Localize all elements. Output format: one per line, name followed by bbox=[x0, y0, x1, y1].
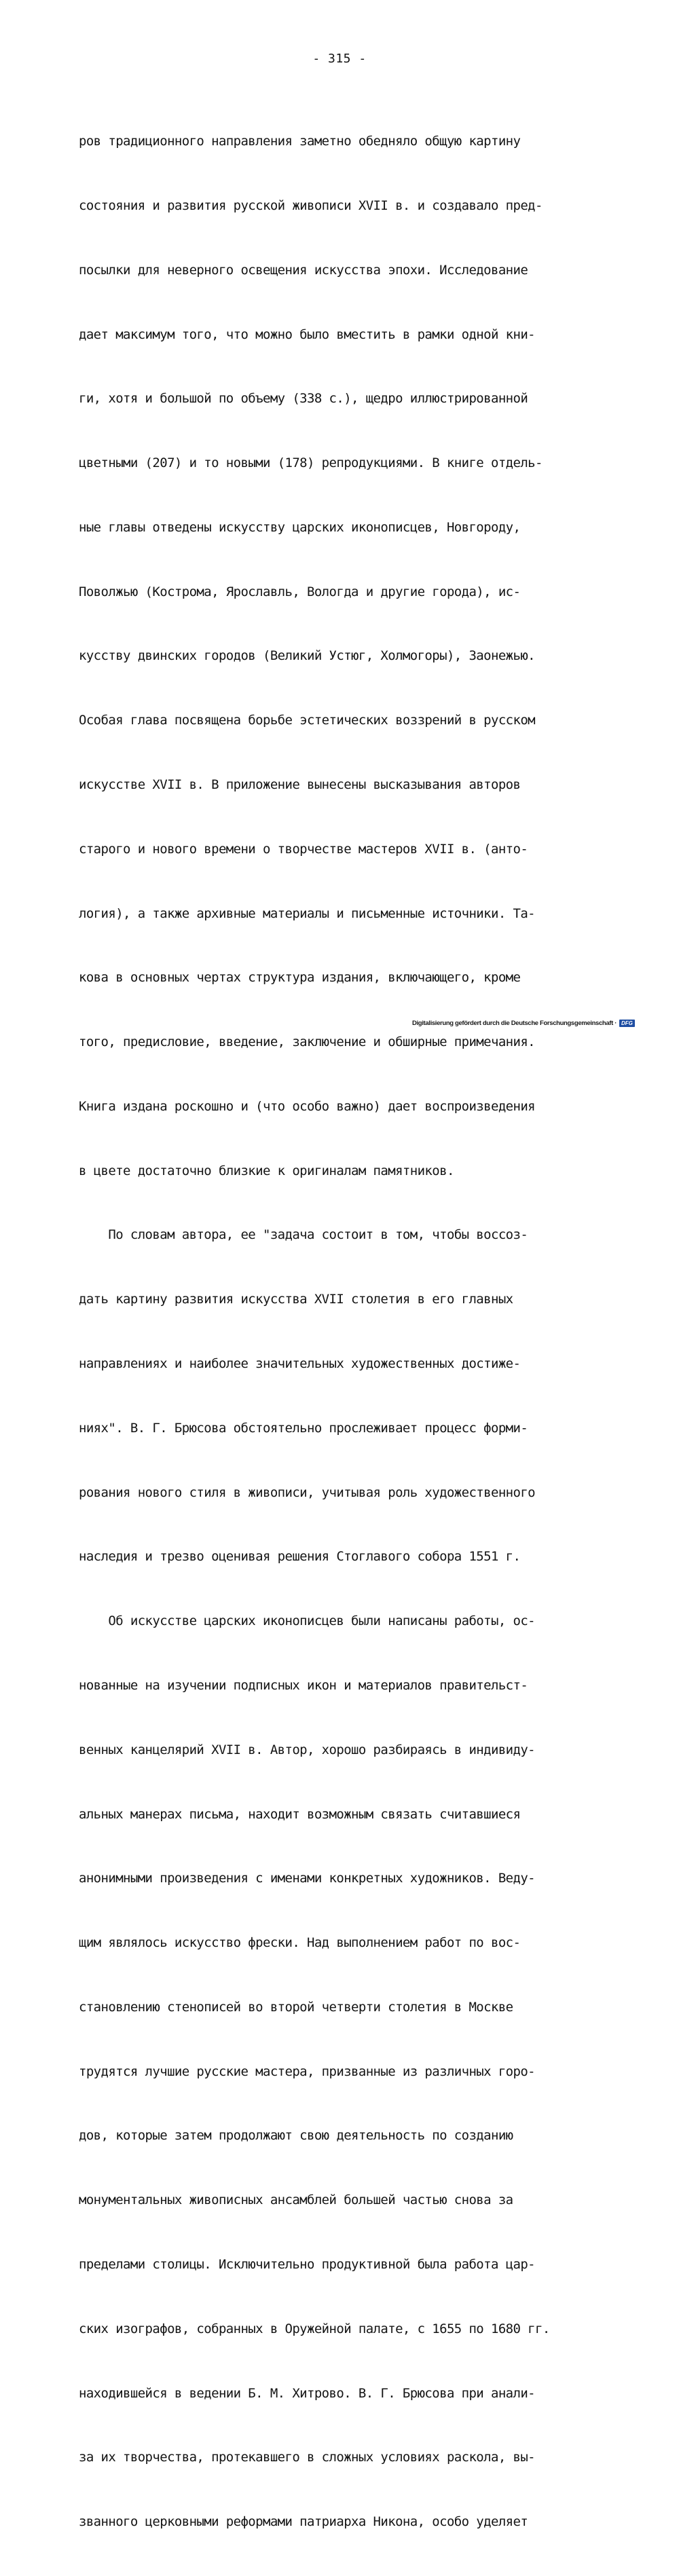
text-line: логия), а также архивные материалы и письменные источники. Та- bbox=[79, 906, 536, 921]
text-line: находившейся в ведении Б. М. Хитрово. В. Г. Брюсова при анали- bbox=[79, 2385, 536, 2401]
text-line: альных манерах письма, находит возможным связать считавшиеся bbox=[79, 1806, 521, 1822]
text-line: Особая глава посвящена борьбе эстетических воззрений в русском bbox=[79, 713, 536, 728]
text-line: нованные на изучении подписных икон и материалов правительст- bbox=[79, 1677, 528, 1693]
text-line: состояния и развития русской живописи XVII в. и создавало пред- bbox=[79, 198, 543, 213]
digitization-footer bbox=[412, 1018, 635, 1028]
text-line: становлению стенописей во второй четверти столетия в Москве bbox=[79, 1999, 513, 2015]
text-line: Книга издана роскошно и (что особо важно) дает воспроизведения bbox=[79, 1098, 536, 1114]
text-line: Об искусстве царских иконописцев были написаны работы, ос- bbox=[79, 1613, 536, 1629]
text-line: ских изографов, собранных в Оружейной палате, с 1655 по 1680 гг. bbox=[79, 2321, 550, 2336]
funding-notice: Digitalisierung gefördert durch die Deutsche Forschungsgemeinschaft · bbox=[412, 1019, 617, 1027]
text-line: направлениях и наиболее значительных художественных достиже- bbox=[79, 1356, 521, 1372]
text-line: кова в основных чертах структура издания, включающего, кроме bbox=[79, 970, 521, 986]
text-line: дать картину развития искусства XVII столетия в его главных bbox=[79, 1292, 513, 1307]
text-line: венных канцелярий XVII в. Автор, хорошо разбираясь в индивиду- bbox=[79, 1742, 536, 1757]
text-line: По словам автора, ее "задача состоит в том, чтобы воссоз- bbox=[79, 1227, 528, 1243]
body-text bbox=[79, 88, 550, 2576]
text-line: ров традиционного направления заметно обедняло общую картину bbox=[79, 134, 521, 149]
text-line: щим являлось искусство фрески. Над выполнением работ по вос- bbox=[79, 1935, 521, 1951]
text-line: цветными (207) и то новыми (178) репродукциями. В книге отдель- bbox=[79, 455, 543, 471]
text-line: дов, которые затем продолжают свою деятельность по созданию bbox=[79, 2128, 513, 2144]
text-line: дает максимум того, что можно было вместить в рамки одной кни- bbox=[79, 326, 536, 342]
text-line: трудятся лучшие русские мастера, призванные из различных горо- bbox=[79, 2064, 536, 2079]
text-line: рования нового стиля в живописи, учитывая роль художественного bbox=[79, 1485, 536, 1500]
page-number: - 315 - bbox=[312, 52, 367, 66]
text-line: искусстве XVII в. В приложение вынесены высказывания авторов bbox=[79, 777, 521, 792]
text-line: того, предисловие, введение, заключение и обширные примечания. bbox=[79, 1034, 536, 1050]
text-line: пределами столицы. Исключительно продуктивной была работа цар- bbox=[79, 2256, 536, 2272]
text-line: за их творчества, протекавшего в сложных условиях раскола, вы- bbox=[79, 2450, 536, 2465]
text-line: старого и нового времени о творчестве мастеров XVII в. (анто- bbox=[79, 841, 528, 857]
text-line: ги, хотя и большой по объему (338 с.), щедро иллюстрированной bbox=[79, 391, 528, 407]
dfg-logo: DFG bbox=[619, 1020, 635, 1027]
text-line: анонимными произведения с именами конкретных художников. Веду- bbox=[79, 1871, 536, 1886]
text-line: монументальных живописных ансамблей большей частью снова за bbox=[79, 2192, 513, 2208]
text-line: Поволжью (Кострома, Ярославль, Вологда и другие города), ис- bbox=[79, 584, 521, 599]
text-line: в цвете достаточно близкие к оригиналам памятников. bbox=[79, 1163, 454, 1178]
text-line: посылки для неверного освещения искусства эпохи. Исследование bbox=[79, 262, 528, 278]
text-line: ные главы отведены искусству царских иконописцев, Новгороду, bbox=[79, 519, 521, 535]
text-line: наследия и трезво оценивая решения Стоглавого собора 1551 г. bbox=[79, 1549, 521, 1565]
text-line: кусству двинских городов (Великий Устюг, Холмогоры), Заонежью. bbox=[79, 648, 536, 664]
text-line: званного церковными реформами патриарха Никона, особо уделяет bbox=[79, 2514, 528, 2530]
text-line: ниях". В. Г. Брюсова обстоятельно прослеживает процесс форми- bbox=[79, 1420, 528, 1436]
